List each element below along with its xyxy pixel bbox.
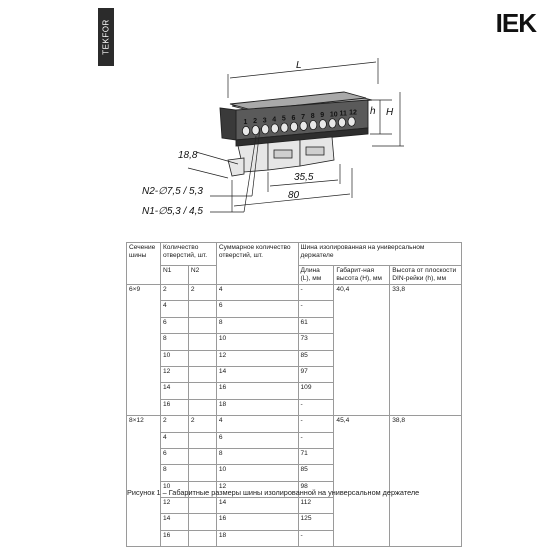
logo-text: IEK [495, 8, 536, 38]
hole [348, 117, 355, 126]
cell-n2 [188, 498, 216, 514]
cell-total: 16 [216, 383, 298, 399]
cell-n2 [188, 301, 216, 317]
cell-n1: 2 [160, 285, 188, 301]
cell-n1: 12 [160, 366, 188, 382]
cell-length: 112 [298, 498, 334, 514]
hole-number: 8 [310, 113, 315, 121]
hole [300, 121, 307, 130]
cell-n1: 10 [160, 350, 188, 366]
hole [262, 125, 269, 134]
header-length: Длина (L), мм [298, 266, 334, 285]
table-row [127, 285, 462, 301]
header-total: Суммарное количество отверстий, шт. [216, 243, 298, 285]
cell-n2 [188, 399, 216, 415]
cell-total: 18 [216, 530, 298, 546]
cell-total: 16 [216, 514, 298, 530]
cell-length: 71 [298, 448, 334, 464]
header-holder: Шина изолированная на универсальном держателе [298, 243, 461, 266]
cell-n2 [188, 530, 216, 546]
cell-length: 61 [298, 317, 334, 333]
brand-side-label: TEKFOR [101, 19, 111, 55]
header-height-H: Габарит-ная высота (H), мм [334, 266, 390, 285]
header-n2: N2 [188, 266, 216, 285]
dim-80: 80 [288, 190, 300, 201]
cell-length: - [298, 530, 334, 546]
cell-n1: 14 [160, 514, 188, 530]
n2-label: N2-∅7,5 / 5,3 [142, 186, 203, 197]
cell-section: 8×12 [127, 416, 161, 547]
cell-n2 [188, 383, 216, 399]
header-height-h: Высота от плоскости DIN-рейки (h), мм [390, 266, 462, 285]
cell-total: 10 [216, 334, 298, 350]
cell-length: 85 [298, 350, 334, 366]
cell-height-H: 40,4 [334, 285, 390, 416]
cell-n2 [188, 366, 216, 382]
cell-total: 14 [216, 498, 298, 514]
header-n1: N1 [160, 266, 188, 285]
hole [252, 126, 259, 135]
cell-n1: 4 [160, 301, 188, 317]
cell-length: - [298, 301, 334, 317]
cell-total: 6 [216, 432, 298, 448]
figure-caption: Рисунок 1 – Габаритные размеры шины изолированной на универсальном держателе [127, 488, 420, 497]
cell-total: 14 [216, 366, 298, 382]
cell-total: 4 [216, 285, 298, 301]
cell-n1: 4 [160, 432, 188, 448]
hole-number: 11 [339, 110, 347, 118]
cell-total: 6 [216, 301, 298, 317]
cell-n2 [188, 317, 216, 333]
cell-length: 85 [298, 465, 334, 481]
dim-h: h [370, 106, 376, 117]
hole-number: 9 [320, 112, 325, 120]
cell-length: 109 [298, 383, 334, 399]
cell-n1: 6 [160, 448, 188, 464]
cell-height-h: 38,8 [390, 416, 462, 547]
cell-length: 125 [298, 514, 334, 530]
cell-n2: 2 [188, 416, 216, 432]
spec-table-body [127, 285, 462, 547]
spec-table [126, 242, 462, 547]
cell-n2 [188, 514, 216, 530]
cell-n2 [188, 465, 216, 481]
table-row [127, 416, 462, 432]
cell-n1: 8 [160, 465, 188, 481]
cell-n2 [188, 334, 216, 350]
hole-number: 12 [349, 109, 357, 117]
cell-length: - [298, 416, 334, 432]
header-holes: Количество отверстий, шт. [160, 243, 216, 266]
cell-n1: 12 [160, 498, 188, 514]
n1-label: N1-∅5,3 / 4,5 [142, 206, 203, 217]
cell-section: 6×9 [127, 285, 161, 416]
dim-H: H [386, 107, 394, 118]
dim-depth: 18,8 [178, 150, 198, 161]
hole-number: 6 [291, 114, 296, 122]
hole [319, 120, 326, 129]
cell-length: - [298, 285, 334, 301]
cell-total: 12 [216, 481, 298, 497]
cell-n2: 2 [188, 285, 216, 301]
cell-total: 10 [216, 465, 298, 481]
cell-total: 4 [216, 416, 298, 432]
cell-total: 8 [216, 448, 298, 464]
cell-height-H: 45,4 [334, 416, 390, 547]
cell-length: - [298, 432, 334, 448]
cell-n1: 14 [160, 383, 188, 399]
hole [310, 120, 317, 129]
cell-length: - [298, 399, 334, 415]
cell-n1: 6 [160, 317, 188, 333]
cell-length: 98 [298, 481, 334, 497]
hole [271, 124, 278, 133]
hole-number: 2 [253, 118, 258, 126]
hole-number: 3 [262, 117, 267, 125]
cell-total: 8 [216, 317, 298, 333]
cell-n1: 2 [160, 416, 188, 432]
hole [290, 122, 297, 131]
cell-n2 [188, 448, 216, 464]
hole [281, 123, 288, 132]
cell-n1: 16 [160, 399, 188, 415]
cell-n1: 8 [160, 334, 188, 350]
hole-number: 7 [301, 113, 306, 121]
hole-number: 5 [281, 115, 286, 123]
cell-height-h: 33,8 [390, 285, 462, 416]
cell-n2 [188, 432, 216, 448]
cell-length: 97 [298, 366, 334, 382]
hole [242, 126, 249, 135]
cell-total: 12 [216, 350, 298, 366]
hole-number: 1 [243, 119, 248, 126]
cell-n1: 10 [160, 481, 188, 497]
dim-L: L [296, 60, 302, 71]
cell-length: 73 [298, 334, 334, 350]
technical-drawing [0, 0, 560, 240]
hole-number: 10 [329, 111, 338, 119]
header-section: Сечение шины [127, 243, 161, 285]
dim-35-5: 35,5 [294, 172, 314, 183]
cell-n2 [188, 350, 216, 366]
hole-number: 4 [272, 116, 277, 124]
cell-n1: 16 [160, 530, 188, 546]
hole [329, 119, 336, 128]
cell-total: 18 [216, 399, 298, 415]
hole [338, 118, 345, 127]
